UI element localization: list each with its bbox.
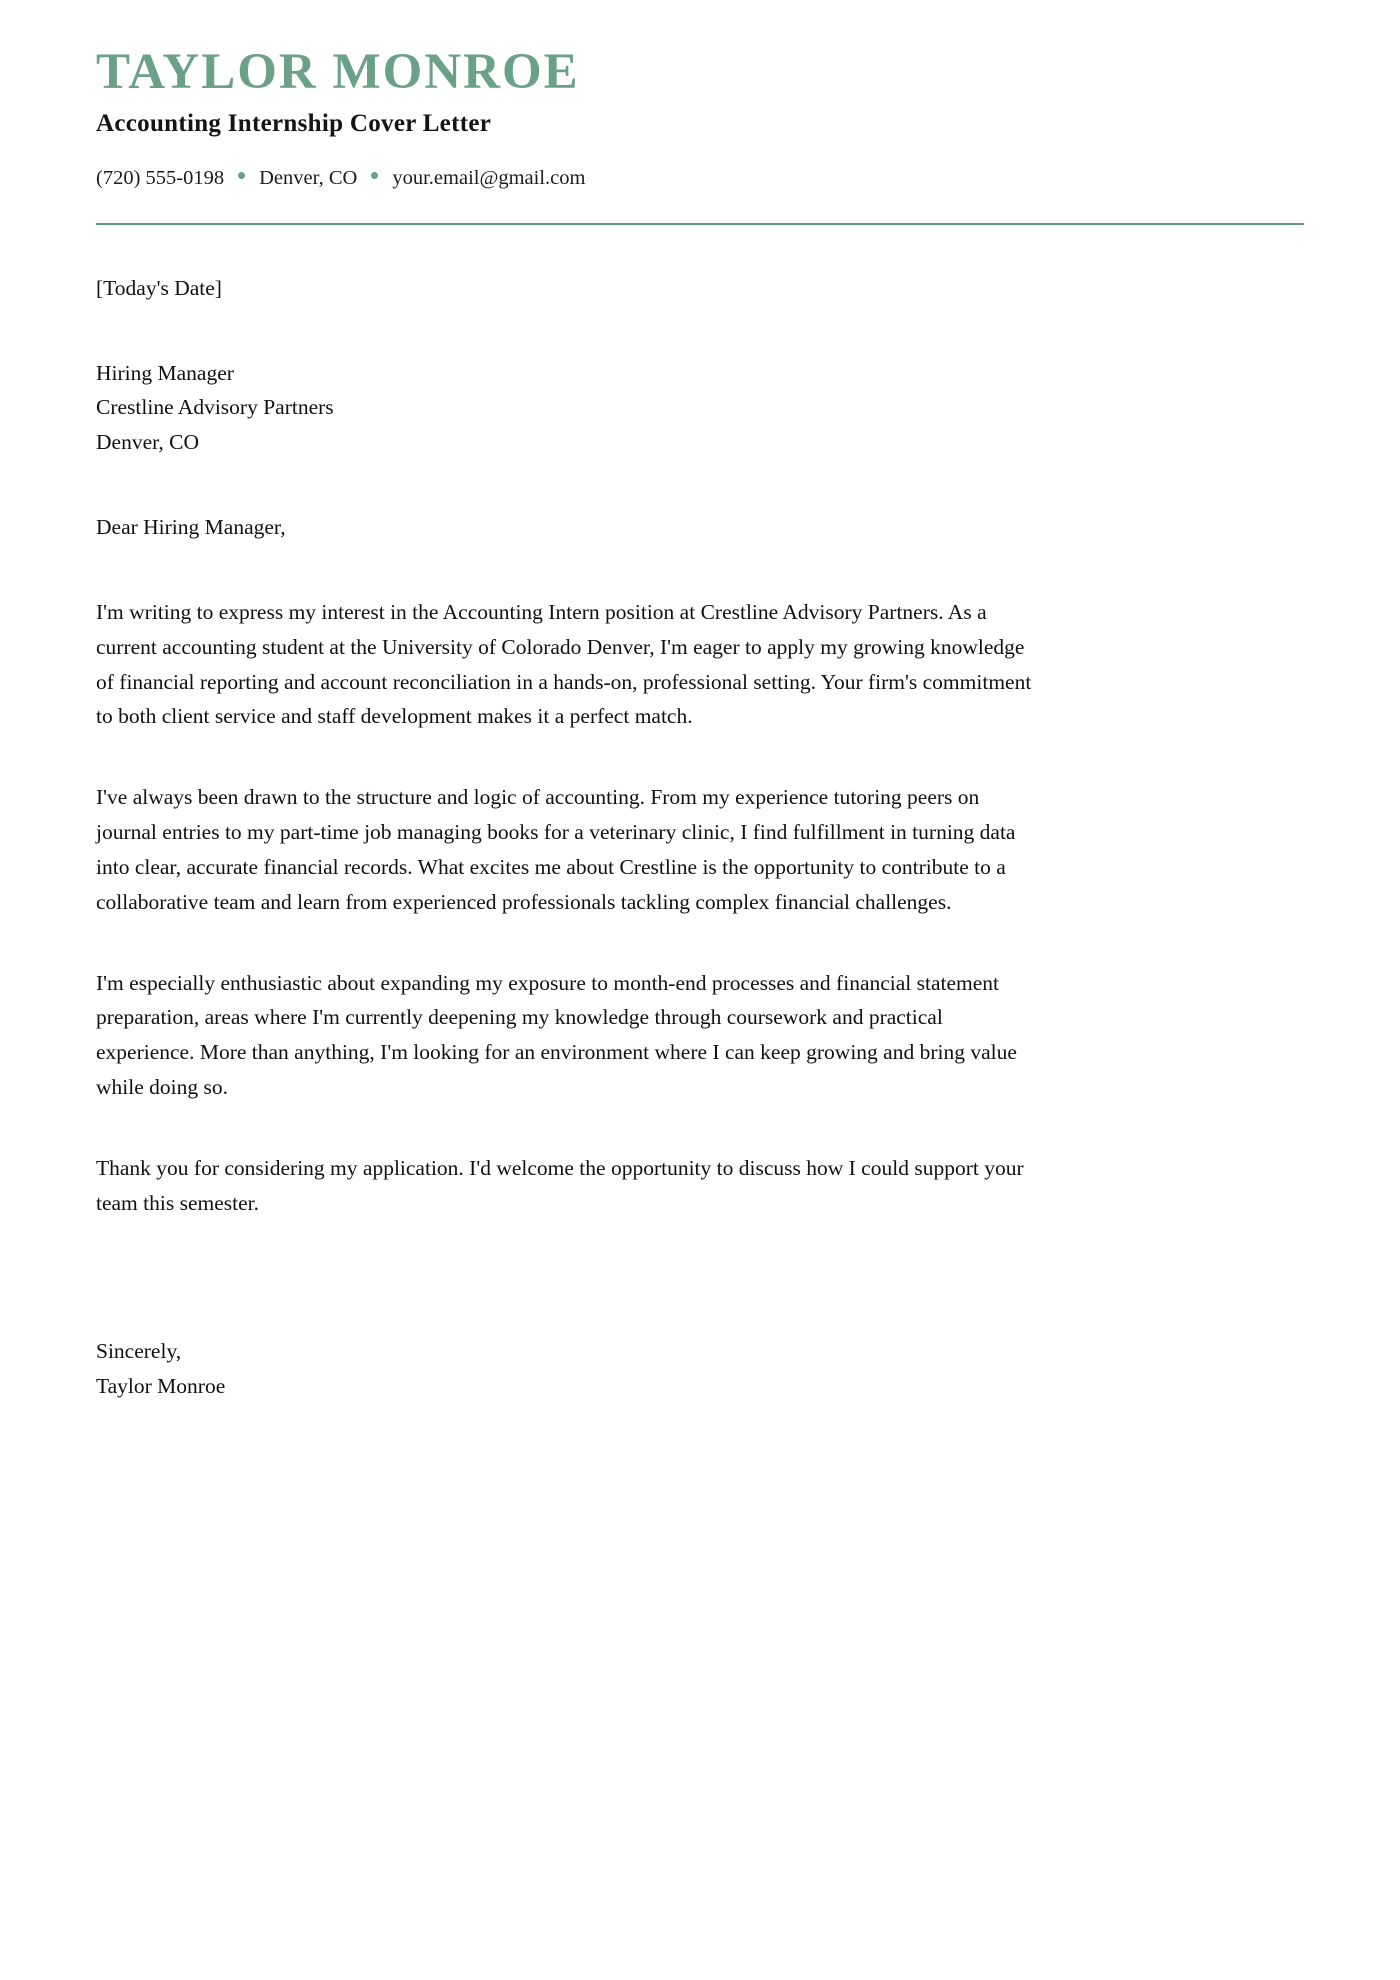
- body-paragraph-2: I've always been drawn to the structure and logic of accounting. From my experience tutoring peers on journal entries to my part-time job managing books for a veterinary clinic, I find fulfillment in turning data into clear, accurate financial records. What excites me about Crestline is the opportunity to contribute to a collaborative team and learn from experienced professionals tackling complex financial challenges.: [96, 785, 1016, 914]
- valediction: Sincerely,: [96, 1339, 182, 1364]
- contact-location: Denver, CO: [259, 167, 358, 190]
- salutation: Dear Hiring Manager,: [96, 515, 286, 540]
- signature-name: Taylor Monroe: [96, 1374, 226, 1399]
- body-paragraph-1: I'm writing to express my interest in the Accounting Intern position at Crestline Advisory Partners. As a current accounting student at the University of Colorado Denver, I'm eager to apply my growing knowledge of financial reporting and account reconciliation in a hands-on, professional setting. Your firm's commitment to both client service and staff development makes it a perfect match.: [96, 599, 1032, 729]
- recipient-location: Denver, CO: [96, 430, 200, 455]
- letter-header: [96, 44, 1304, 225]
- bullet-separator-icon: [371, 172, 378, 179]
- contact-phone: (720) 555-0198: [96, 167, 225, 190]
- applicant-name: TAYLOR MONROE: [96, 44, 580, 100]
- letter-body: [96, 271, 1304, 1404]
- header-divider: [96, 223, 1304, 225]
- contact-email: your.email@gmail.com: [392, 167, 586, 190]
- document-subtitle: Accounting Internship Cover Letter: [96, 110, 492, 138]
- body-paragraph-4: Thank you for considering my application. I'd welcome the opportunity to discuss how I could support your team this semester.: [96, 1155, 1024, 1215]
- contact-line: [96, 165, 1304, 192]
- date-placeholder: [Today's Date]: [96, 275, 222, 300]
- recipient-company: Crestline Advisory Partners: [96, 395, 334, 420]
- bullet-separator-icon: [238, 172, 245, 179]
- closing-block: [96, 1334, 1304, 1404]
- recipient-name: Hiring Manager: [96, 360, 234, 385]
- recipient-address-block: [96, 356, 1304, 460]
- body-paragraph-3: I'm especially enthusiastic about expanding my exposure to month-end processes and financial statement preparation, areas where I'm currently deepening my knowledge through coursework and practical experience. More than anything, I'm looking for an environment where I can keep growing and bring value while doing so.: [96, 970, 1017, 1099]
